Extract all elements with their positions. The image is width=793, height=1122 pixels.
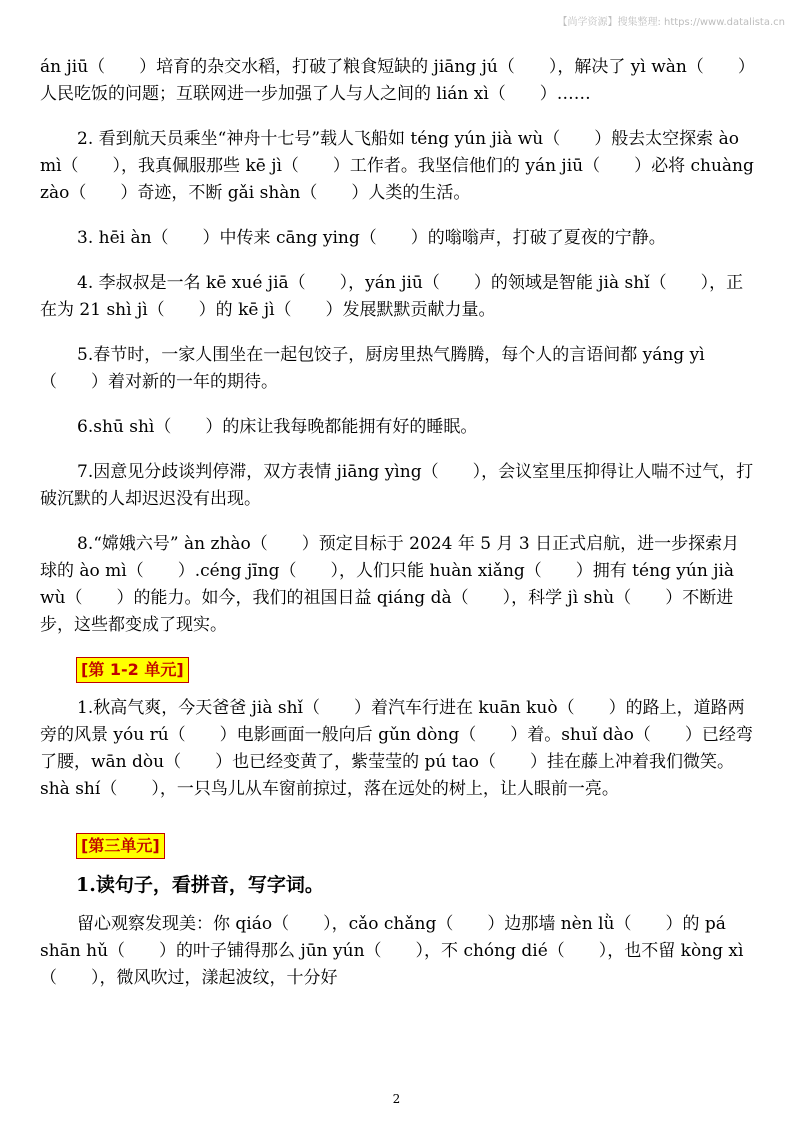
section-tag-wrap-3 (76, 833, 756, 859)
watermark: 【尚学资源】搜集整理: https://www.datalista.cn (557, 17, 785, 28)
paragraph-8: 8.“嫦娥六号” àn zhào（ ）预定目标于 2024 年 5 月 3 日正式启航，进一步探索月球的 ào mì（ ）.céng jīng（ ），人们只能 huàn xiǎng（ ）拥有 téng yún jià wù（ ）的能力。如今，我们的祖国日益 qiáng dà（ ），科学 jì shù（ ）不断进步，这些都变成了现实。 (40, 534, 740, 635)
section-3-paragraph: 留心观察发现美：你 qiáo（ ），cǎo chǎng（ ）边那墙 nèn lǜ（ ）的 pá shān hǔ（ ）的叶子铺得那么 jūn yún（ ），不 chóng dié（ ），也不留 kòng xì（ ），微风吹过，漾起波纹，十分好 (40, 914, 744, 988)
section-1-2-paragraph: 1.秋高气爽，今天爸爸 jià shǐ（ ）着汽车行进在 kuān kuò（ ）的路上，道路两旁的风景 yóu rú（ ）电影画面一般向后 gǔn dòng（ ）着。shuǐ dào（ ）已经弯了腰，wān dòu（ ）也已经变黄了，紫莹莹的 pú tao（ ）挂在藤上冲着我们微笑。shà shí（ ），一只鸟儿从车窗前掠过，落在远处的树上，让人眼前一亮。 (40, 698, 753, 799)
section-tag-units-1-2: [第 1-2 单元] (76, 657, 189, 683)
paragraph-3: 3. hēi àn（ ）中传来 cāng ying（ ）的嗡嗡声，打破了夏夜的宁静。 (77, 228, 666, 248)
section-tag-wrap-1-2 (76, 657, 756, 683)
paragraph-7: 7.因意见分歧谈判停滞，双方表情 jiāng yìng（ ），会议室里压抑得让人喘不过气，打破沉默的人却迟迟没有出现。 (40, 462, 754, 509)
paragraph-2: 2. 看到航天员乘坐“神舟十七号”载人飞船如 téng yún jià wù（ ）般去太空探索 ào mì（ ），我真佩服那些 kē jì（ ）工作者。我坚信他们的 yán jiū（ ）必将 chuàng zào（ ）奇迹，不断 gǎi shàn（ ）人类的生活。 (40, 129, 754, 203)
section-3-heading: 1.读句子，看拼音，写字词。 (76, 874, 324, 896)
paragraph-1-continued: án jiū（ ）培育的杂交水稻，打破了粮食短缺的 jiāng jú（ ），解决了 yì wàn（ ）人民吃饭的问题；互联网进一步加强了人与人之间的 lián xì（ ）…… (40, 57, 755, 104)
page-content (40, 54, 756, 1010)
section-tag-unit-3: [第三单元] (76, 833, 165, 859)
page-number: 2 (392, 1092, 401, 1106)
paragraph-4: 4. 李叔叔是一名 kē xué jiā（ ），yán jiū（ ）的领域是智能 jià shǐ（ ），正在为 21 shì jì（ ）的 kē jì（ ）发展默默贡献力量。 (40, 273, 744, 320)
paragraph-6: 6.shū shì（ ）的床让我每晚都能拥有好的睡眠。 (77, 417, 478, 437)
paragraph-5: 5.春节时，一家人围坐在一起包饺子，厨房里热气腾腾，每个人的言语间都 yáng yì（ ）着对新的一年的期待。 (40, 345, 705, 392)
